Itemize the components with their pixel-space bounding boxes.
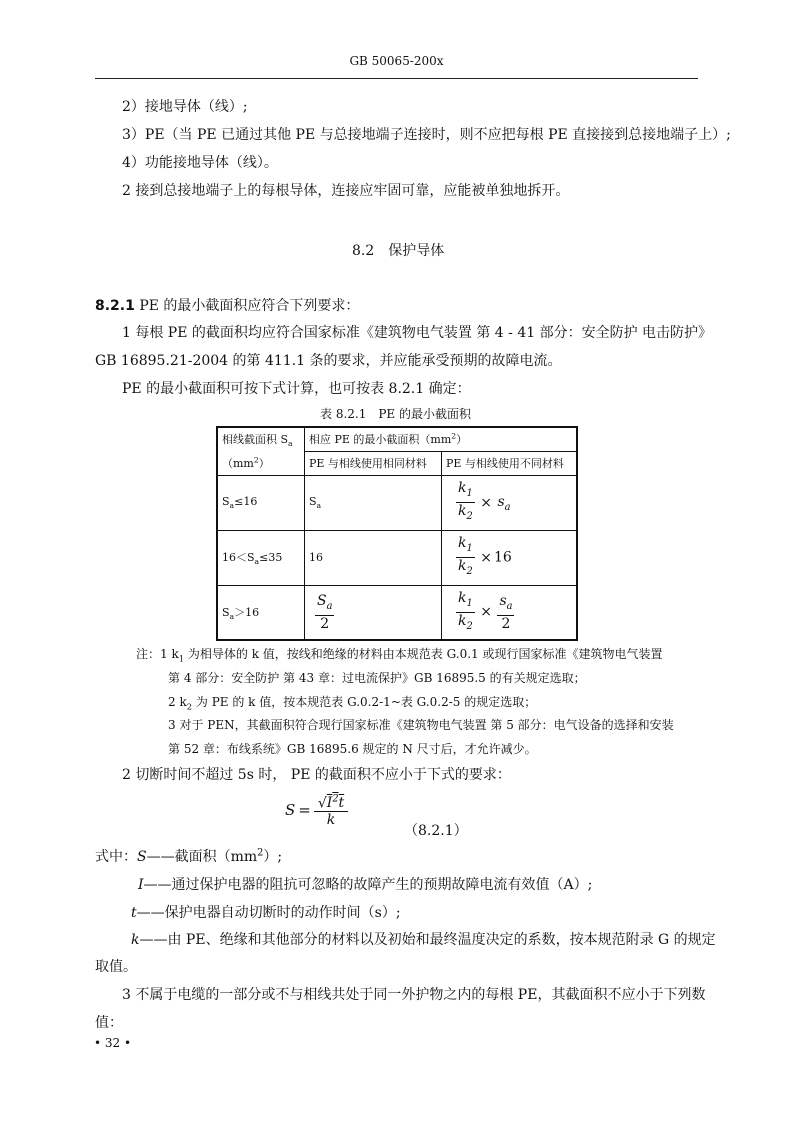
clause-number: 8.2.1 [95,298,135,314]
table-note: 第 4 部分：安全防护 第 43 章：过电流保护》GB 16895.5 的有关规定选取； [168,671,586,685]
paragraph: 值： [95,1015,123,1031]
table-note: 第 52 章：布线系统》GB 16895.6 规定的 N 尺寸后，才允许减少。 [168,742,537,756]
formula-k1-k2-times-16: $\frac{k_1}{k_2}$ × 16 [442,530,578,585]
paragraph: PE 的最小截面积可按下式计算，也可按表 8.2.1 确定： [122,381,471,397]
list-item: 2）接地导体（线）; [122,99,248,115]
header-cell: PE 与相线使用不同材料 [442,451,578,475]
formula-8-2-1: S = $\frac{√I^2t}{k}$ [285,788,348,832]
header-cell: 相应 PE 的最小截面积$(mm^2)$ [305,427,578,451]
table-note: 3 对于 PEN，其截面积符合现行国家标准《建筑物电气装置 第 5 部分：电气设备的选择和安装 [168,718,674,732]
header-rule [95,78,698,79]
definition-k: k——由 PE、绝缘和其他部分的材料以及初始和最终温度决定的系数，按本规范附录 G 的规定 [131,932,716,948]
page-number: • 32 • [94,1036,132,1050]
table-row [217,530,577,585]
table-note: 注：1 $k_1$ 为相导体的 k 值，按线和绝缘的材料由本规范表 G.0.1 或现行国家标准《建筑物电气装置 [136,647,663,664]
clause-heading [95,295,359,315]
standard-header: GB 50065-200x [349,54,444,68]
table-cell: $S_a\le 16$ [217,475,305,530]
list-item: 3）PE（当 PE 已通过其他 PE 与总接地端子连接时，则不应把每根 PE 直接接到总接地端子上）; [122,127,731,143]
definition-I: I——通过保护电器的阻抗可忽略的故障产生的预期故障电流有效值（A）; [138,877,593,893]
formula-number: （8.2.1） [404,823,468,839]
paragraph: 3 不属于电缆的一部分或不与相线共处于同一外护物之内的每根 PE，其截面积不应小于下列数 [122,987,706,1003]
table-row [217,475,577,530]
definition-k-cont: 取值。 [95,959,137,975]
paragraph: 1 每根 PE 的截面积均应符合国家标准《建筑物电气装置 第 4 - 41 部分：安全防护 电击防护》 [122,325,713,341]
table-cell: $16<S_a\le 35$ [217,530,305,585]
header-cell: PE 与相线使用相同材料 [305,451,442,475]
header-cell: 相线截面积 $S_a$ [217,427,305,451]
table-cell: $S_a>16$ [217,585,305,640]
pe-section-table [216,426,578,641]
table-cell: $S_a$ [305,475,442,530]
definition-t: t——保护电器自动切断时的动作时间（s）; [131,905,401,921]
table-caption: 表 8.2.1 PE 的最小截面积 [320,407,471,421]
formula-k1-k2-times-sa-over-2: $\frac{k_1}{k_2}$ × $\frac{s_a}{2}$ [442,585,578,640]
table-row [217,585,577,640]
list-item: 4）功能接地导体（线）。 [122,155,278,171]
table-cell: 16 [305,530,442,585]
formula-k1-k2-times-sa: $\frac{k_1}{k_2}$ × $s_a$ [442,475,578,530]
table-note: 2 $k_2$ 为 PE 的 k 值，按本规范表 G.0.2-1~表 G.0.2-5 的规定选取； [168,695,537,712]
paragraph: GB 16895.21-2004 的第 411.1 条的要求，并应能承受预期的故障电流。 [95,353,562,369]
header-cell: $(mm^2)$ [217,451,305,475]
clause-text: PE 的最小截面积应符合下列要求： [134,298,360,314]
paragraph: 2 接到总接地端子上的每根导体，连接应牢固可靠，应能被单独地拆开。 [122,183,570,199]
definition-S: 式中：S——截面积$(mm^2)$; [95,847,283,865]
section-title: 8.2 保护导体 [352,243,445,259]
paragraph: 2 切断时间不超过 5s 时， PE 的截面积不应小于下式的要求： [122,767,511,783]
formula-sa-over-2: $\frac{S_a}{2}$ [305,585,442,640]
